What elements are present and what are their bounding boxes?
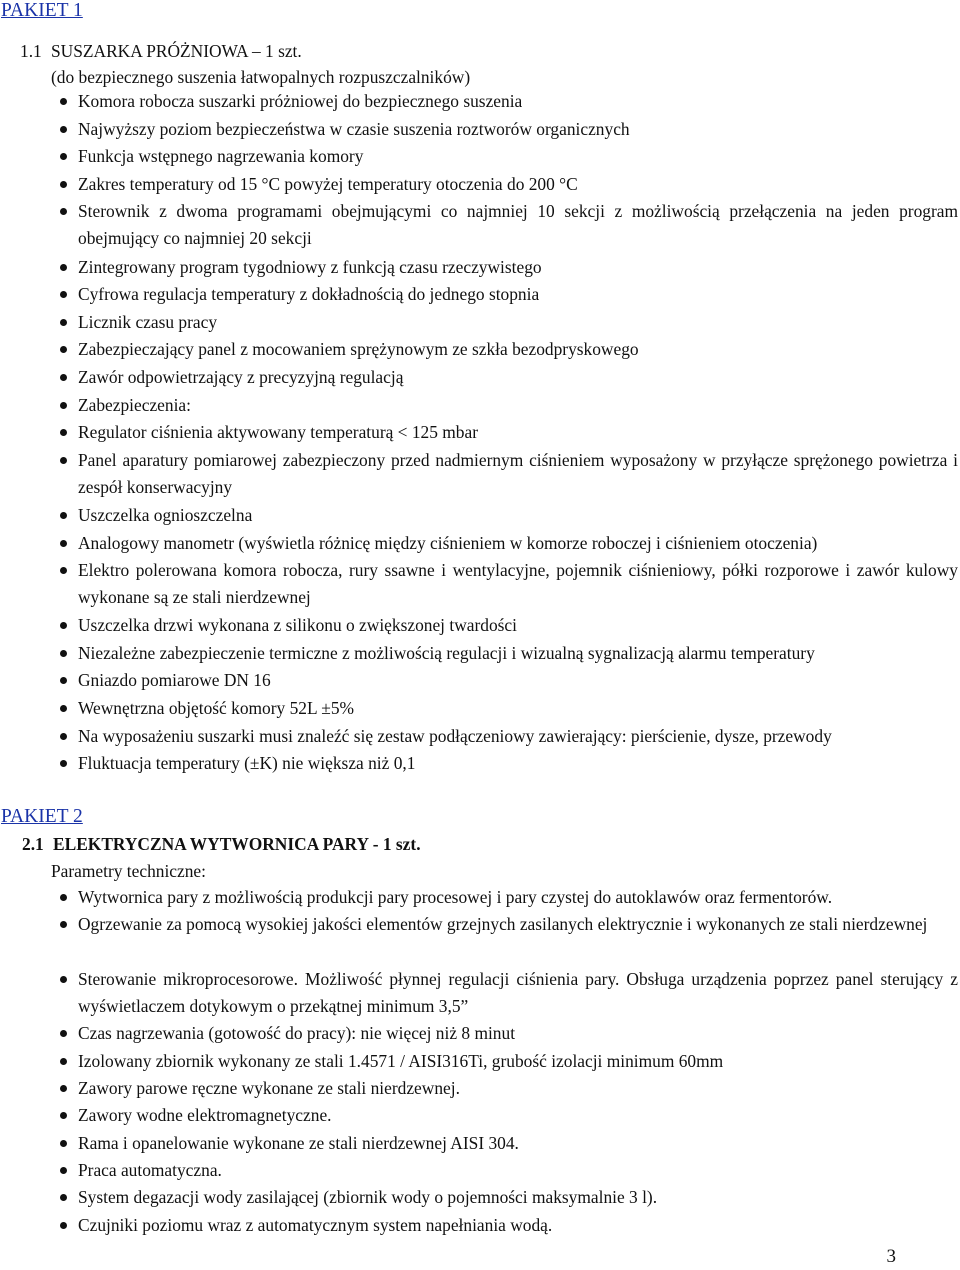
list-item-text: Fluktuacja temperatury (±K) nie większa niż 0,1 <box>78 753 416 774</box>
list-item <box>0 447 958 502</box>
list-item-text: Komora robocza suszarki próżniowej do bezpiecznego suszenia <box>78 91 523 111</box>
list-item-text: Licznik czasu pracy <box>78 311 218 332</box>
section-1-1-heading <box>20 40 302 62</box>
bullet-icon <box>60 650 67 657</box>
list-item-text: Uszczelka drzwi wykonana z silikonu o zwiększonej twardości <box>78 615 517 636</box>
bullet-icon <box>60 1222 67 1229</box>
list-item-text: Izolowany zbiornik wykonany ze stali 1.4571 / AISI316Ti, grubość izolacji minimum 60mm <box>78 1050 724 1071</box>
bullet-icon <box>60 457 67 464</box>
list-item <box>0 336 958 364</box>
list-item-text: Rama i opanelowanie wykonane ze stali nierdzewnej AISI 304. <box>78 1132 519 1153</box>
list-item-text: Ogrzewanie za pomocą wysokiej jakości elementów grzejnych zasilanych elektrycznie i wykonanych ze stali nierdzewnej <box>78 914 928 935</box>
bullet-icon <box>60 291 67 298</box>
bullet-icon <box>60 677 67 684</box>
bullet-icon <box>60 346 67 353</box>
section-number: 1.1 <box>20 41 42 61</box>
list-item <box>0 530 958 558</box>
list-item-text: Wewnętrzna objętość komory 52L ±5% <box>78 698 355 719</box>
list-item-text: Elektro polerowana komora robocza, rury ssawne i wentylacyjne, pojemnik ciśnieniowy, półki rozporowe i zawór kulowy wykonane są ze stali nierdzewnej <box>78 560 958 608</box>
list-item-text: Gniazdo pomiarowe DN 16 <box>78 670 271 691</box>
section-title: SUSZARKA PRÓŻNIOWA – 1 szt. <box>51 41 302 61</box>
list-item <box>0 1102 958 1129</box>
list-item <box>0 884 958 911</box>
list-item <box>0 116 958 144</box>
list-item <box>0 695 958 723</box>
list-item <box>0 557 958 612</box>
section-2-1-heading <box>22 833 421 855</box>
list-item <box>0 281 958 309</box>
section-title: ELEKTRYCZNA WYTWORNICA PARY - 1 szt. <box>53 834 421 854</box>
list-item-text: Sterownik z dwoma programami obejmującymi co najmniej 10 sekcji z możliwością przełączenia na jeden program obejmujący co najmniej 20 sekcji <box>78 201 958 249</box>
bullet-icon <box>60 1058 67 1065</box>
list-item-text: Niezależne zabezpieczenie termiczne z możliwością regulacji i wizualną sygnalizacją alarmu temperatury <box>78 642 815 663</box>
bullet-icon <box>60 429 67 436</box>
list-item-text: Zawory wodne elektromagnetyczne. <box>78 1105 332 1126</box>
list-item-text: Zabezpieczenia: <box>78 394 191 415</box>
list-item <box>0 88 958 116</box>
bullet-icon <box>60 567 67 574</box>
bullet-icon <box>60 181 67 188</box>
section-1-1-subtitle: (do bezpiecznego suszenia łatwopalnych rozpuszczalników) <box>51 67 471 87</box>
list-item <box>0 667 958 695</box>
list-item <box>0 392 958 420</box>
bullet-icon <box>60 319 67 326</box>
bullet-icon <box>60 208 67 215</box>
page-number: 3 <box>886 1246 896 1267</box>
bullet-icon <box>60 153 67 160</box>
list-item <box>0 1212 958 1239</box>
list-item <box>0 198 958 253</box>
list-item <box>0 911 958 966</box>
bullet-icon <box>60 126 67 133</box>
bullet-icon <box>60 622 67 629</box>
list-item-text: Wytwornica pary z możliwością produkcji pary procesowej i pary czystej do autoklawów oraz fermentorów. <box>78 887 833 907</box>
bullet-icon <box>60 921 67 928</box>
bullet-icon <box>60 1140 67 1147</box>
list-item-text: Funkcja wstępnego nagrzewania komory <box>78 146 364 167</box>
bullet-icon <box>60 540 67 547</box>
list-item-text: Sterowanie mikroprocesorowe. Możliwość płynnej regulacji ciśnienia pary. Obsługa urządzenia poprzez panel sterujący z wyświetlaczem dotykowym o przekątnej minimum 3,5” <box>78 968 958 1016</box>
list-item-text: Zabezpieczający panel z mocowaniem sprężynowym ze szkła bezodpryskowego <box>78 339 639 360</box>
list-item <box>0 171 958 199</box>
bullet-icon <box>60 1112 67 1119</box>
list-item-text: Panel aparatury pomiarowej zabezpieczony przed nadmiernym ciśnieniem wyposażony w przyłącze sprężonego powietrza i zespół konserwacyjny <box>78 449 958 497</box>
bullet-icon <box>60 264 67 271</box>
bullet-icon <box>60 402 67 409</box>
bullet-icon <box>60 512 67 519</box>
list-item-text: Uszczelka ognioszczelna <box>78 504 253 525</box>
list-item <box>0 419 958 447</box>
list-item-text: Cyfrowa regulacja temperatury z dokładnością do jednego stopnia <box>78 284 540 305</box>
pakiet-1-title: PAKIET 1 <box>1 0 83 21</box>
section-1-1-list <box>0 88 960 778</box>
list-item <box>0 750 958 778</box>
list-item <box>0 143 958 171</box>
list-item-text: Najwyższy poziom bezpieczeństwa w czasie suszenia roztworów organicznych <box>78 118 630 139</box>
list-item <box>0 612 958 640</box>
list-item-text: Regulator ciśnienia aktywowany temperaturą < 125 mbar <box>78 422 479 443</box>
bullet-icon <box>60 976 67 983</box>
list-item <box>0 364 958 392</box>
bullet-icon <box>60 1167 67 1174</box>
list-item <box>0 254 958 282</box>
bullet-icon <box>60 705 67 712</box>
list-item <box>0 1048 958 1075</box>
list-item-text: Zawór odpowietrzający z precyzyjną regulacją <box>78 366 404 387</box>
list-item <box>0 1020 958 1047</box>
bullet-icon <box>60 1085 67 1092</box>
bullet-icon <box>60 374 67 381</box>
section-2-1-list <box>0 884 960 1239</box>
list-item-text: Czujniki poziomu wraz z automatycznym system napełniania wodą. <box>78 1214 553 1235</box>
list-item <box>0 1075 958 1102</box>
bullet-icon <box>60 894 67 901</box>
list-item <box>0 966 958 1021</box>
list-item <box>0 1184 958 1211</box>
list-item-text: Praca automatyczna. <box>78 1159 222 1180</box>
section-2-1-subtitle: Parametry techniczne: <box>51 861 206 881</box>
list-item <box>0 1157 958 1184</box>
list-item-text: Zawory parowe ręczne wykonane ze stali nierdzewnej. <box>78 1078 460 1099</box>
bullet-icon <box>60 733 67 740</box>
list-item-text: Zakres temperatury od 15 °C powyżej temperatury otoczenia do 200 °C <box>78 173 578 194</box>
list-item <box>0 640 958 668</box>
list-item <box>0 502 958 530</box>
list-item-text: System degazacji wody zasilającej (zbiornik wody o pojemności maksymalnie 3 l). <box>78 1187 658 1208</box>
list-item-text: Zintegrowany program tygodniowy z funkcją czasu rzeczywistego <box>78 256 542 277</box>
bullet-icon <box>60 98 67 105</box>
list-item-text: Na wyposażeniu suszarki musi znaleźć się zestaw podłączeniowy zawierający: pierścienie, dysze, przewody <box>78 725 832 746</box>
bullet-icon <box>60 1194 67 1201</box>
list-item <box>0 1130 958 1157</box>
list-item-text: Czas nagrzewania (gotowość do pracy): nie więcej niż 8 minut <box>78 1023 516 1044</box>
pakiet-2-title: PAKIET 2 <box>1 806 83 827</box>
list-item-text: Analogowy manometr (wyświetla różnicę między ciśnieniem w komorze roboczej i ciśnieniem otoczenia) <box>78 532 818 553</box>
list-item <box>0 309 958 337</box>
bullet-icon <box>60 760 67 767</box>
bullet-icon <box>60 1030 67 1037</box>
section-number: 2.1 <box>22 834 44 854</box>
list-item <box>0 723 958 751</box>
